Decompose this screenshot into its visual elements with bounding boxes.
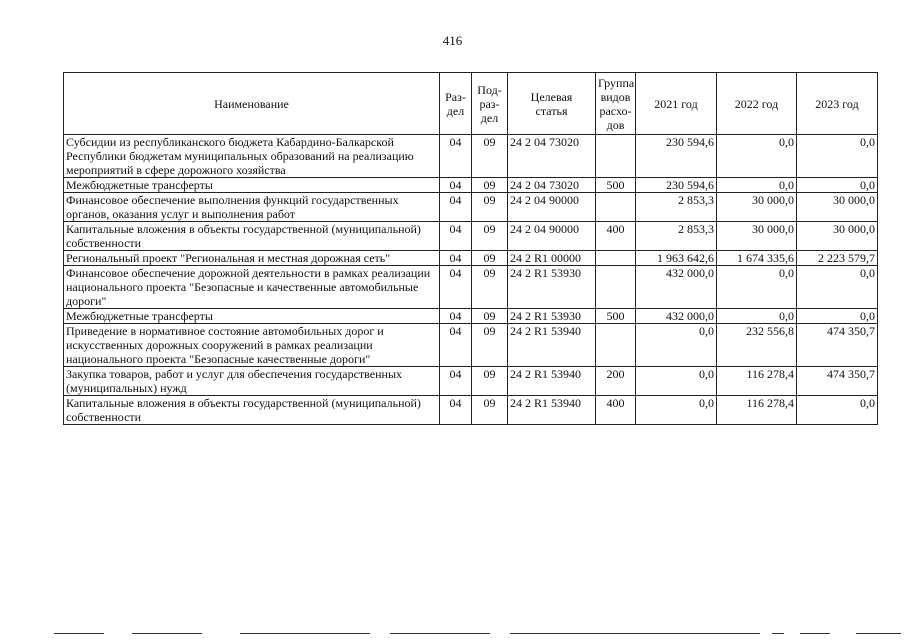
cell-2022: 232 556,8	[717, 324, 797, 367]
cell-target-article: 24 2 R1 53930	[508, 266, 596, 309]
cell-2021: 1 963 642,6	[636, 251, 717, 266]
cell-2021: 2 853,3	[636, 193, 717, 222]
cell-target-article: 24 2 04 73020	[508, 135, 596, 178]
cell-2023: 30 000,0	[797, 222, 878, 251]
cell-razdel: 04	[440, 222, 472, 251]
cell-2021: 432 000,0	[636, 266, 717, 309]
cell-expense-group: 200	[596, 367, 636, 396]
cell-2022: 30 000,0	[717, 222, 797, 251]
table-row	[64, 266, 878, 309]
table-row	[64, 135, 878, 178]
cell-razdel: 04	[440, 396, 472, 425]
cell-2023: 2 223 579,7	[797, 251, 878, 266]
cell-expense-group: 500	[596, 178, 636, 193]
cell-expense-group	[596, 193, 636, 222]
header-2022: 2022 год	[717, 73, 797, 135]
budget-table	[63, 72, 878, 425]
cell-2022: 30 000,0	[717, 193, 797, 222]
cell-name: Региональный проект "Региональная и местная дорожная сеть"	[64, 251, 440, 266]
cell-name: Финансовое обеспечение выполнения функций государственных органов, оказания услуг и выполнения работ	[64, 193, 440, 222]
cell-target-article: 24 2 04 90000	[508, 222, 596, 251]
cell-razdel: 04	[440, 367, 472, 396]
cell-expense-group	[596, 324, 636, 367]
cell-2022: 0,0	[717, 309, 797, 324]
cell-2021: 230 594,6	[636, 135, 717, 178]
header-name: Наименование	[64, 73, 440, 135]
header-target-article: Целевая статья	[508, 73, 596, 135]
header-2023: 2023 год	[797, 73, 878, 135]
cell-2021: 2 853,3	[636, 222, 717, 251]
cell-podrazdel: 09	[472, 367, 508, 396]
cell-podrazdel: 09	[472, 178, 508, 193]
page-number: 416	[442, 33, 463, 48]
cell-2021: 432 000,0	[636, 309, 717, 324]
cell-name: Межбюджетные трансферты	[64, 178, 440, 193]
cell-2022: 116 278,4	[717, 396, 797, 425]
cell-name: Приведение в нормативное состояние автомобильных дорог и искусственных дорожных сооружений в рамках реализации национального проекта "Безопасные качественные дороги"	[64, 324, 440, 367]
cell-2021: 0,0	[636, 396, 717, 425]
table-row	[64, 193, 878, 222]
cell-podrazdel: 09	[472, 324, 508, 367]
cell-2022: 0,0	[717, 178, 797, 193]
cell-podrazdel: 09	[472, 396, 508, 425]
header-2021: 2021 год	[636, 73, 717, 135]
header-podrazdel: Под- раз- дел	[472, 73, 508, 135]
table-row	[64, 309, 878, 324]
cell-target-article: 24 2 R1 53930	[508, 309, 596, 324]
cell-2023: 474 350,7	[797, 324, 878, 367]
cell-target-article: 24 2 R1 00000	[508, 251, 596, 266]
cell-2022: 0,0	[717, 135, 797, 178]
cell-podrazdel: 09	[472, 266, 508, 309]
cell-podrazdel: 09	[472, 222, 508, 251]
cell-razdel: 04	[440, 266, 472, 309]
cell-2022: 0,0	[717, 266, 797, 309]
cell-2023: 474 350,7	[797, 367, 878, 396]
table-row	[64, 178, 878, 193]
cell-razdel: 04	[440, 309, 472, 324]
cell-podrazdel: 09	[472, 193, 508, 222]
cell-razdel: 04	[440, 251, 472, 266]
cell-razdel: 04	[440, 193, 472, 222]
header-razdel: Раз- дел	[440, 73, 472, 135]
scan-footer-lines	[0, 633, 905, 637]
cell-target-article: 24 2 R1 53940	[508, 324, 596, 367]
cell-2021: 230 594,6	[636, 178, 717, 193]
table-row	[64, 367, 878, 396]
cell-name: Межбюджетные трансферты	[64, 309, 440, 324]
cell-2023: 0,0	[797, 266, 878, 309]
cell-2023: 0,0	[797, 396, 878, 425]
cell-name: Финансовое обеспечение дорожной деятельности в рамках реализации национального проекта "Безопасные и качественные автомобильные дороги"	[64, 266, 440, 309]
cell-razdel: 04	[440, 178, 472, 193]
cell-expense-group	[596, 251, 636, 266]
cell-2022: 116 278,4	[717, 367, 797, 396]
cell-name: Капитальные вложения в объекты государственной (муниципальной) собственности	[64, 396, 440, 425]
header-expense-group: Группа видов расхо- дов	[596, 73, 636, 135]
cell-2023: 0,0	[797, 309, 878, 324]
cell-expense-group: 400	[596, 396, 636, 425]
cell-podrazdel: 09	[472, 135, 508, 178]
cell-name: Капитальные вложения в объекты государственной (муниципальной) собственности	[64, 222, 440, 251]
cell-podrazdel: 09	[472, 251, 508, 266]
cell-2022: 1 674 335,6	[717, 251, 797, 266]
cell-2023: 0,0	[797, 178, 878, 193]
cell-expense-group: 400	[596, 222, 636, 251]
cell-name: Закупка товаров, работ и услуг для обеспечения государственных (муниципальных) нужд	[64, 367, 440, 396]
cell-2023: 0,0	[797, 135, 878, 178]
cell-razdel: 04	[440, 324, 472, 367]
table-row	[64, 324, 878, 367]
cell-target-article: 24 2 04 73020	[508, 178, 596, 193]
table-row	[64, 396, 878, 425]
cell-target-article: 24 2 R1 53940	[508, 367, 596, 396]
table-row	[64, 251, 878, 266]
cell-expense-group	[596, 135, 636, 178]
cell-target-article: 24 2 04 90000	[508, 193, 596, 222]
cell-2023: 30 000,0	[797, 193, 878, 222]
cell-2021: 0,0	[636, 324, 717, 367]
cell-expense-group: 500	[596, 309, 636, 324]
cell-podrazdel: 09	[472, 309, 508, 324]
cell-razdel: 04	[440, 135, 472, 178]
table-row	[64, 222, 878, 251]
cell-name: Субсидии из республиканского бюджета Кабардино-Балкарской Республики бюджетам муниципальных образований на реализацию мероприятий в сфере дорожного хозяйства	[64, 135, 440, 178]
cell-expense-group	[596, 266, 636, 309]
cell-target-article: 24 2 R1 53940	[508, 396, 596, 425]
table-header-row	[64, 73, 878, 135]
cell-2021: 0,0	[636, 367, 717, 396]
